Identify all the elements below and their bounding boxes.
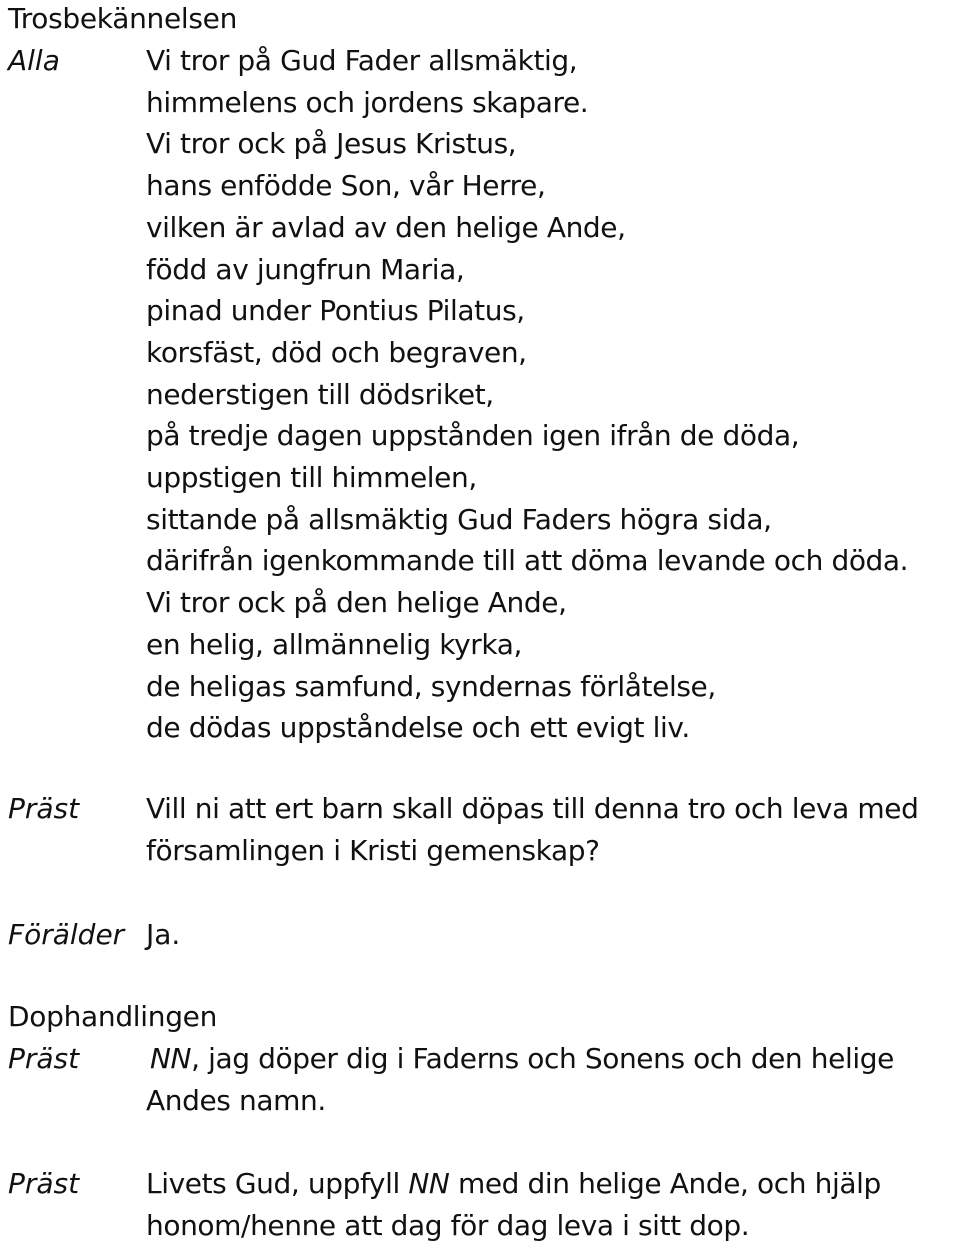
blessing-line-1-end: med din helige Ande, och hjälp xyxy=(449,1167,881,1200)
name-placeholder: NN xyxy=(150,1042,192,1075)
creed-line: hans enfödde Son, vår Herre, xyxy=(146,169,546,203)
creed-line: de dödas uppståndelse och ett evigt liv. xyxy=(146,711,690,745)
creed-line: Vi tror ock på Jesus Kristus, xyxy=(146,127,517,161)
creed-heading: Trosbekännelsen xyxy=(8,2,238,35)
formula-line-1 xyxy=(150,1038,894,1080)
question-line: Vill ni att ert barn skall döpas till denna tro och leva med xyxy=(146,792,919,825)
blessing-line-2: honom/henne att dag för dag leva i sitt dop. xyxy=(146,1208,750,1242)
creed-line: en helig, allmännelig kyrka, xyxy=(146,627,522,661)
creed-line: vilken är avlad av den helige Ande, xyxy=(146,210,626,244)
name-placeholder: NN xyxy=(408,1167,450,1200)
question-line: församlingen i Kristi gemenskap? xyxy=(146,833,600,867)
speaker-prast-question: Präst xyxy=(8,792,80,825)
creed-line: nederstigen till dödsriket, xyxy=(146,377,494,411)
blessing-line-1-start: Livets Gud, uppfyll xyxy=(146,1167,409,1200)
formula-line-2: Andes namn. xyxy=(146,1083,326,1117)
speaker-prast-formula: Präst xyxy=(8,1042,80,1075)
blessing-text xyxy=(146,1163,881,1246)
creed-line: sittande på allsmäktig Gud Faders högra sida, xyxy=(146,502,772,536)
creed-line: Vi tror på Gud Fader allsmäktig, xyxy=(146,44,578,77)
creed-line: himmelens och jordens skapare. xyxy=(146,85,589,119)
speaker-alla: Alla xyxy=(8,44,60,77)
creed-line: uppstigen till himmelen, xyxy=(146,461,477,495)
speaker-foralder: Förälder xyxy=(8,918,125,951)
creed-line: de heligas samfund, syndernas förlåtelse, xyxy=(146,669,716,703)
baptism-heading: Dophandlingen xyxy=(8,1000,218,1033)
creed-line: därifrån igenkommande till att döma levande och döda. xyxy=(146,544,909,578)
formula-line-1-rest: , jag döper dig i Faderns och Sonens och den helige xyxy=(191,1042,894,1075)
speaker-prast-blessing: Präst xyxy=(8,1167,80,1200)
creed-line: Vi tror ock på den helige Ande, xyxy=(146,586,567,620)
question-text xyxy=(146,788,918,871)
creed-line: korsfäst, död och begraven, xyxy=(146,335,527,369)
creed-line: på tredje dagen uppstånden igen ifrån de döda, xyxy=(146,419,800,453)
answer-text: Ja. xyxy=(146,918,181,951)
creed-text xyxy=(146,40,908,749)
creed-line: född av jungfrun Maria, xyxy=(146,252,465,286)
formula-text xyxy=(146,1038,894,1121)
blessing-line-1 xyxy=(146,1163,881,1205)
creed-line: pinad under Pontius Pilatus, xyxy=(146,294,525,328)
